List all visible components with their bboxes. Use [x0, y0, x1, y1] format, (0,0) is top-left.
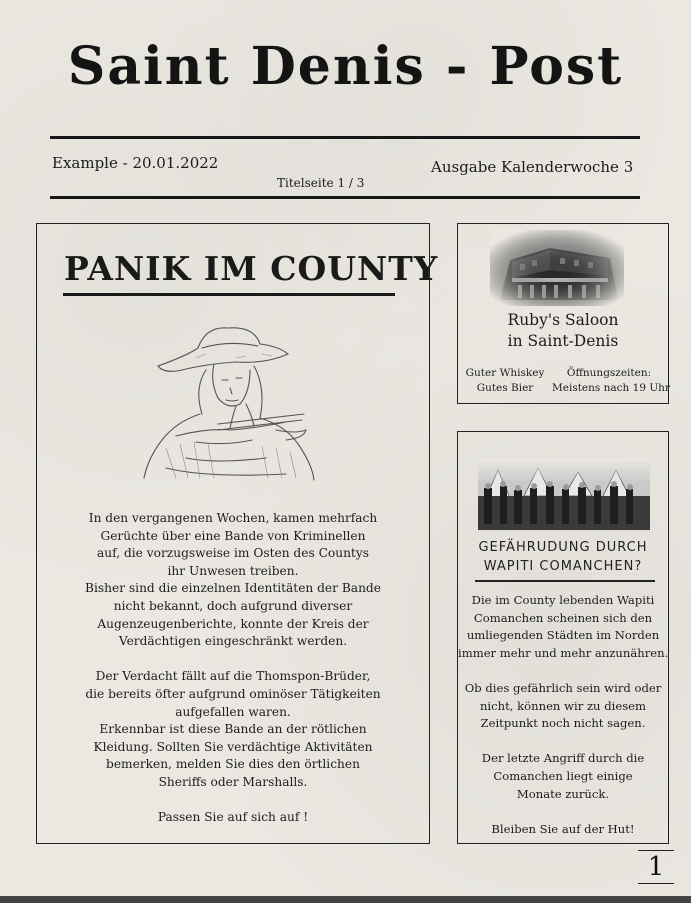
- saloon-ad-title: [458, 310, 668, 352]
- side-story-line: Comanchen scheinen sich den: [473, 610, 653, 625]
- side-story-line: nicht, können wir zu diesem: [479, 698, 647, 713]
- main-story-body: [36, 510, 430, 827]
- offer-line: Guter Whiskey: [465, 367, 545, 379]
- paragraph-gap: [36, 651, 430, 669]
- paragraph-gap: [458, 803, 668, 821]
- hours-label: Öffnungszeiten:: [566, 367, 652, 379]
- story-closing: Passen Sie auf sich auf !: [157, 810, 309, 825]
- side-story-body: [458, 592, 668, 838]
- comanche-camp-photo: [478, 458, 650, 530]
- saloon-offer: [464, 366, 546, 396]
- story-line: Gerüchte über eine Bande von Kriminellen: [100, 528, 366, 543]
- page-label: Titelseite 1 / 3: [277, 176, 365, 190]
- cowboy-sketch-illustration: [136, 318, 326, 486]
- side-story-line: umliegenden Städten im Norden: [466, 628, 660, 643]
- side-story-line: Zeitpunkt noch nicht sagen.: [480, 716, 646, 731]
- side-headline-rule: [475, 580, 655, 582]
- story-line: Kleidung. Sollten Sie verdächtige Aktivitäten: [93, 739, 373, 754]
- story-line: aufgefallen waren.: [175, 704, 291, 719]
- date-line: Example - 20.01.2022: [52, 154, 219, 172]
- bottom-edge: [0, 896, 691, 903]
- edition-label: Ausgabe Kalenderwoche 3: [431, 158, 634, 176]
- story-line: auf, die vorzugsweise im Osten des Countys: [97, 546, 369, 561]
- headline-underline: [63, 293, 395, 296]
- story-line: Erkennbar ist diese Bande an der rötlichen: [99, 722, 367, 737]
- side-story-line: Comanchen liegt einige: [493, 768, 633, 783]
- story-line: ihr Unwesen treiben.: [167, 563, 299, 578]
- story-line: nicht bekannt, doch aufgrund diverser: [113, 598, 353, 613]
- side-story-line: Monate zurück.: [516, 786, 610, 801]
- paragraph-gap: [458, 733, 668, 751]
- masthead-rule-bottom: [50, 196, 640, 199]
- newspaper-title: Saint Denis - Post: [67, 36, 624, 97]
- page-number: 1: [638, 850, 674, 884]
- side-headline-line: GEFÄHRUDUNG DURCH: [478, 540, 648, 555]
- story-line: die bereits öfter aufgrund ominöser Tätigkeiten: [85, 686, 381, 701]
- saloon-location: in Saint-Denis: [507, 332, 619, 350]
- side-story-line: Ob dies gefährlich sein wird oder: [464, 680, 662, 695]
- story-line: Sheriffs oder Marshalls.: [158, 774, 308, 789]
- offer-line: Gutes Bier: [476, 382, 534, 394]
- side-story-closing: Bleiben Sie auf der Hut!: [491, 821, 635, 836]
- story-line: Bisher sind die einzelnen Identitäten der Bande: [85, 581, 381, 596]
- saloon-hours: [552, 366, 670, 396]
- story-line: Augenzeugenberichte, konnte der Kreis der: [97, 616, 369, 631]
- side-story-line: immer mehr und mehr anzunähren.: [458, 645, 669, 660]
- side-story-line: Die im County lebenden Wapiti: [471, 593, 655, 607]
- story-line: Der Verdacht fällt auf die Thomspon-Brüder,: [95, 669, 371, 684]
- masthead-rule-top: [50, 136, 640, 139]
- saloon-photo: [490, 230, 624, 306]
- hours-value: Meistens nach 19 Uhr: [552, 382, 670, 394]
- saloon-name: Ruby's Saloon: [507, 311, 619, 329]
- story-line: bemerken, melden Sie dies den örtlichen: [106, 757, 360, 772]
- side-headline-line: WAPITI COMANCHEN?: [483, 559, 643, 574]
- story-line: Verdächtigen eingeschränkt werden.: [118, 634, 348, 649]
- main-headline: PANIK IM COUNTY: [64, 249, 439, 288]
- side-story-line: Der letzte Angriff durch die: [481, 751, 645, 766]
- story-line: In den vergangenen Wochen, kamen mehrfach: [88, 511, 378, 525]
- paragraph-gap: [36, 792, 430, 810]
- side-headline: [458, 538, 668, 576]
- paragraph-gap: [458, 662, 668, 680]
